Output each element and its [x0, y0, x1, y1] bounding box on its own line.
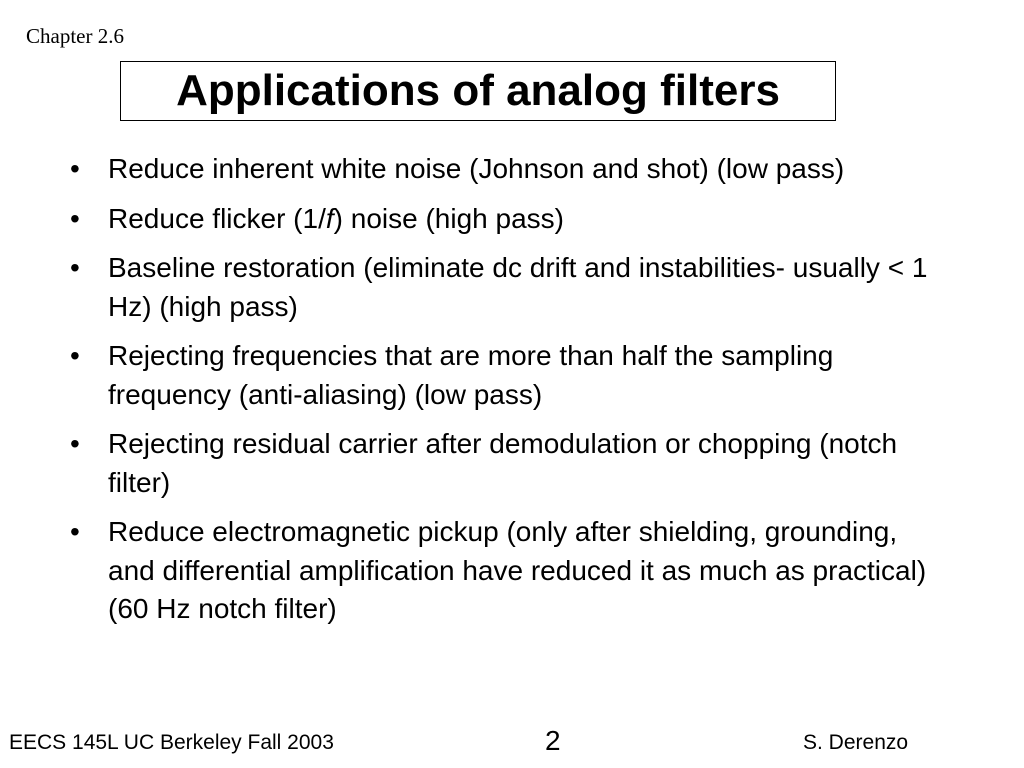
bullet-text: Reduce inherent white noise (Johnson and shot) (low pass): [108, 153, 845, 184]
bullet-text: Rejecting frequencies that are more than half the sampling frequency (anti-aliasing) (low pass): [108, 340, 834, 410]
bullet-marker: •: [70, 516, 80, 547]
bullet-item: [70, 425, 940, 502]
footer-author: S. Derenzo: [803, 731, 909, 754]
bullet-item: [70, 249, 940, 326]
bullet-item: [70, 200, 940, 239]
bullet-marker: •: [70, 340, 80, 371]
slide-title: Applications of analog filters: [176, 66, 780, 115]
chapter-label: Chapter 2.6: [26, 24, 124, 48]
bullet-item: [70, 150, 940, 189]
bullet-text: Baseline restoration (eliminate dc drift and instabilities- usually < 1 Hz) (high pass): [108, 252, 928, 322]
bullet-list: [70, 150, 940, 640]
bullet-marker: •: [70, 252, 80, 283]
bullet-marker: •: [70, 153, 80, 184]
footer-page-number: 2: [545, 725, 561, 756]
footer-course: EECS 145L UC Berkeley Fall 2003: [9, 731, 334, 754]
bullet-text-italic: f: [325, 202, 334, 234]
bullet-marker: •: [70, 202, 80, 234]
bullet-item: [70, 513, 940, 629]
bullet-text: Reduce electromagnetic pickup (only after shielding, grounding, and differential amplification have reduced it as much as practical) (60 Hz notch filter): [108, 516, 927, 624]
bullet-text-after: ) noise (high pass): [333, 202, 564, 234]
bullet-text: Rejecting residual carrier after demodulation or chopping (notch filter): [108, 428, 898, 498]
bullet-item: [70, 337, 940, 414]
title-box: [120, 61, 836, 121]
bullet-text-before: Reduce flicker (1/: [108, 202, 326, 234]
bullet-marker: •: [70, 428, 80, 459]
